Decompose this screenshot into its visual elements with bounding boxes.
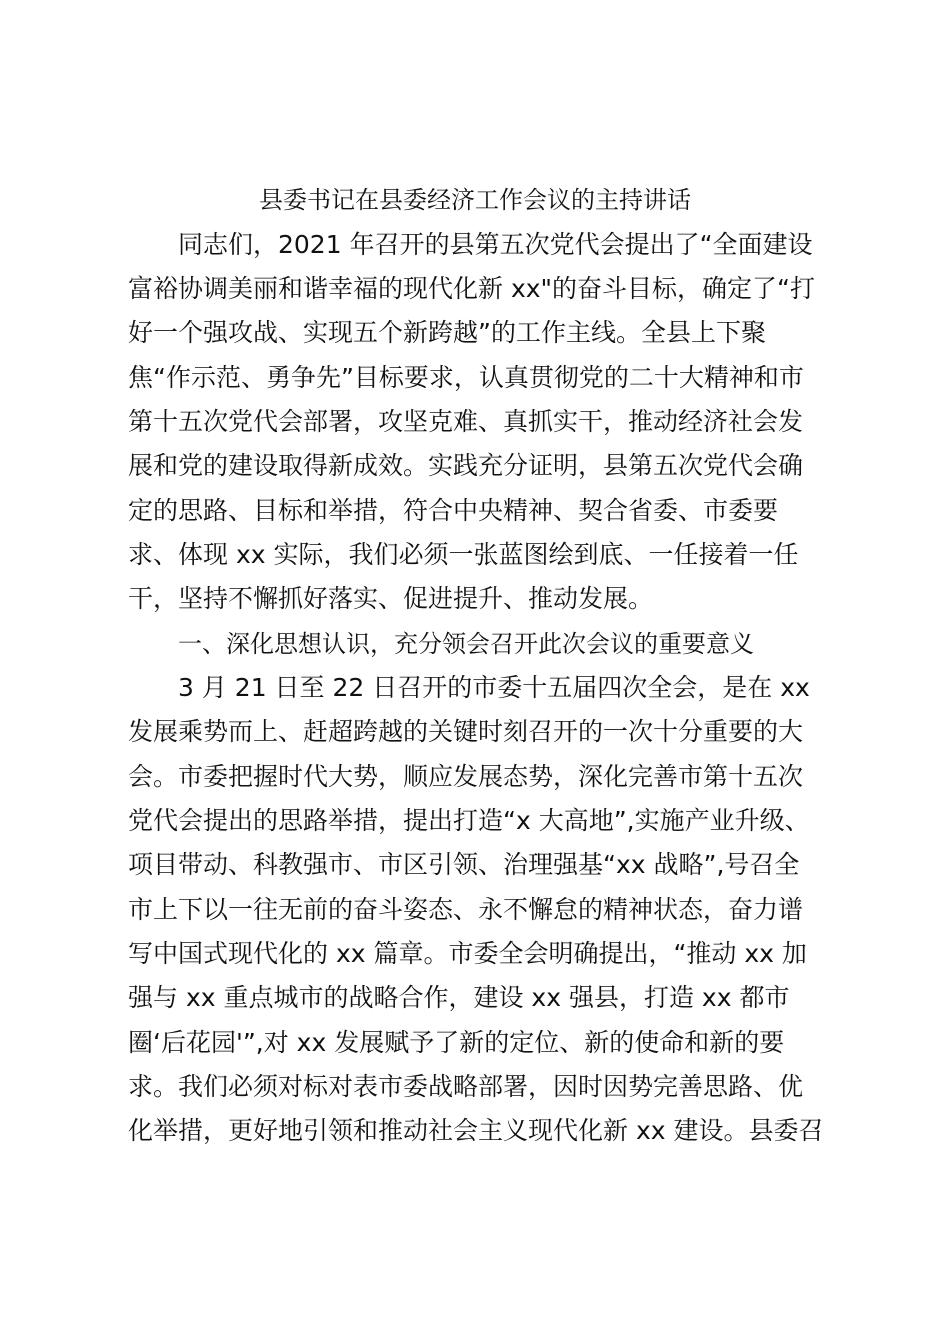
paragraph-line: 会。市委把握时代大势，顺应发展态势，深化完善市第十五次 xyxy=(128,762,804,791)
paragraph-line: 3 月 21 日至 22 日召开的市委十五届四次全会，是在 xx xyxy=(178,673,810,702)
paragraph-line: 焦“作示范、勇争先”目标要求，认真贯彻党的二十大精神和市 xyxy=(128,363,804,392)
paragraph-line: 项目带动、科教强市、市区引领、治理强基“xx 战略”,号召全 xyxy=(128,850,800,879)
paragraph-line: 写中国式现代化的 xx 篇章。市委全会明确提出，“推动 xx 加 xyxy=(128,939,807,968)
paragraph-line: 强与 xx 重点城市的战略合作，建设 xx 强县，打造 xx 都市 xyxy=(128,983,790,1012)
paragraph-line: 发展乘势而上、赶超跨越的关键时刻召开的一次十分重要的大 xyxy=(128,717,804,746)
paragraph-line: 干，坚持不懈抓好落实、促进提升、推动发展。 xyxy=(128,584,654,613)
paragraph-line: 第十五次党代会部署，攻坚克难、真抓实干，推动经济社会发 xyxy=(128,407,804,436)
document-title: 县委书记在县委经济工作会议的主持讲话 xyxy=(259,186,691,214)
paragraph-line: 展和党的建设取得新成效。实践充分证明，县第五次党代会确 xyxy=(128,451,804,480)
paragraph-line: 富裕协调美丽和谐幸福的现代化新 xx"的奋斗目标，确定了“打 xyxy=(128,274,815,303)
paragraph-line: 化举措，更好地引领和推动社会主义现代化新 xx 建设。县委召 xyxy=(128,1116,824,1145)
paragraph-line: 市上下以一往无前的奋斗姿态、永不懈怠的精神状态，奋力谱 xyxy=(128,895,804,924)
paragraph-line: 好一个强攻战、实现五个新跨越”的工作主线。全县上下聚 xyxy=(128,318,766,347)
paragraph-line: 同志们，2021 年召开的县第五次党代会提出了“全面建设 xyxy=(178,230,813,259)
paragraph-line: 定的思路、目标和举措，符合中央精神、契合省委、市委要 xyxy=(128,496,779,525)
section-heading: 一、深化思想认识，充分领会召开此次会议的重要意义 xyxy=(178,630,754,658)
paragraph-line: 求。我们必须对标对表市委战略部署，因时因势完善思路、优 xyxy=(128,1072,804,1101)
paragraph-line: 求、体现 xx 实际，我们必须一张蓝图绘到底、一任接着一任 xyxy=(128,540,799,569)
paragraph-line: 党代会提出的思路举措，提出打造“x 大高地”,实施产业升级、 xyxy=(128,806,810,835)
paragraph-line: 圈‘后花园'”,对 xx 发展赋予了新的定位、新的使命和新的要 xyxy=(128,1028,785,1057)
